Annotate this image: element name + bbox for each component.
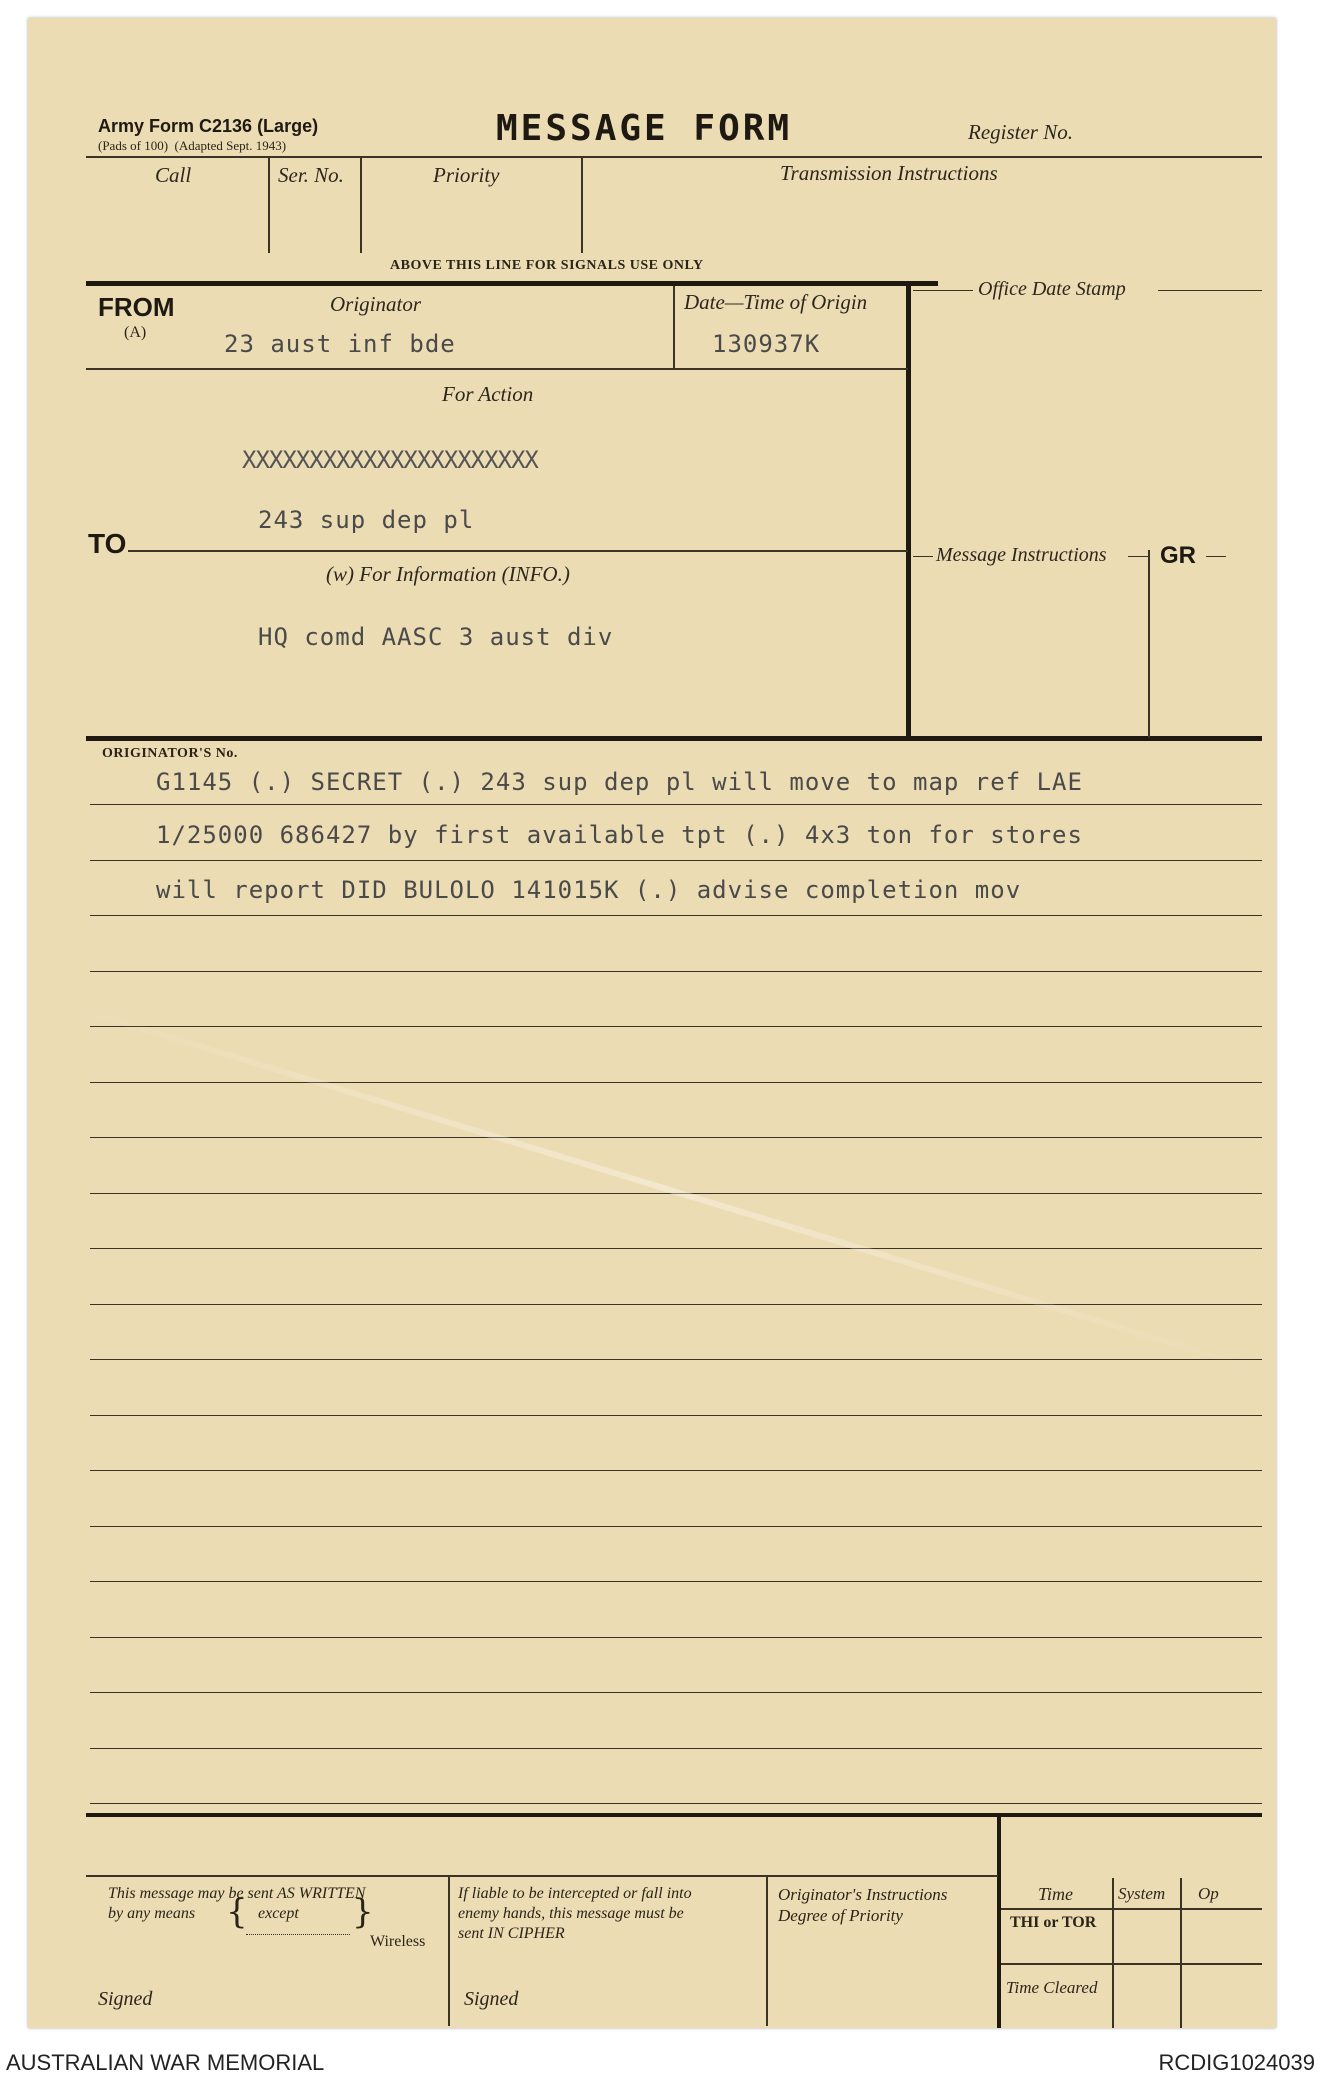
originators-no-label: ORIGINATOR'S No. — [102, 746, 238, 761]
sent-note — [108, 1884, 426, 1952]
ruled-line — [90, 1692, 1262, 1693]
ruled-line — [90, 1082, 1262, 1083]
ruled-line — [90, 804, 1262, 805]
thi-tor-label: THI or TOR — [1010, 1914, 1097, 1931]
except-label: except — [258, 1905, 299, 1922]
except-dotted-line — [246, 1934, 350, 1935]
sent-note-line-2: by any means — [108, 1905, 196, 1922]
brace-right: } — [352, 1892, 374, 1932]
ruled-line — [90, 1637, 1262, 1638]
message-form-sheet — [28, 18, 1276, 2028]
above-line-note: ABOVE THIS LINE FOR SIGNALS USE ONLY — [390, 258, 704, 273]
message-instructions-label: Message Instructions — [936, 544, 1107, 566]
footer-inner-rule — [86, 1875, 998, 1877]
from-sub-label: (A) — [124, 324, 147, 341]
time-box-left-rule — [997, 1813, 1001, 2028]
orig-instr-line-1: Originator's Instructions — [778, 1885, 948, 1904]
system-op-divider — [1180, 1878, 1182, 2028]
ruled-line — [90, 1526, 1262, 1527]
message-line-2: 1/25000 686427 by first available tpt (.) 4x3 ton for stores — [156, 821, 1083, 849]
time-box-mid-rule — [1001, 1963, 1262, 1965]
address-bottom-rule — [86, 736, 1262, 741]
time-cleared-label: Time Cleared — [1006, 1978, 1098, 1997]
wireless-label: Wireless — [370, 1933, 426, 1950]
op-label: Op — [1198, 1884, 1219, 1903]
message-line-1: G1145 (.) SECRET (.) 243 sup dep pl will move to map ref LAE — [156, 768, 1083, 796]
footer-top-rule — [86, 1813, 1262, 1817]
ruled-line — [90, 1304, 1262, 1305]
footer-divider-1 — [448, 1876, 450, 2026]
from-label: FROM — [98, 292, 175, 322]
ser-divider — [360, 158, 362, 253]
originator-value: 23 aust inf bde — [224, 330, 456, 358]
ruled-line — [90, 1137, 1262, 1138]
gr-label: GR — [1160, 542, 1196, 569]
info-value: HQ comd AASC 3 aust div — [258, 623, 614, 651]
cipher-line-2: enemy hands, this message must be — [458, 1905, 684, 1922]
instr-rule-left — [913, 556, 933, 557]
stamp-rule-left — [913, 290, 973, 291]
ruled-line — [90, 1415, 1262, 1416]
from-bottom-rule — [86, 368, 908, 370]
system-label: System — [1118, 1884, 1166, 1903]
call-divider — [268, 158, 270, 253]
ruled-line — [90, 1748, 1262, 1749]
register-no-label: Register No. — [968, 120, 1073, 144]
time-system-divider — [1112, 1878, 1114, 2028]
ruled-line — [90, 1026, 1262, 1027]
sent-note-line-1: This message may be sent AS WRITTEN — [108, 1885, 366, 1902]
priority-divider — [581, 158, 583, 253]
signed-label-1: Signed — [98, 1988, 153, 2010]
gr-rule-left — [1128, 556, 1148, 557]
priority-label: Priority — [433, 163, 500, 187]
paper-crease — [67, 1003, 1255, 1371]
stamp-rule-right — [1158, 290, 1262, 291]
ruled-line — [90, 860, 1262, 861]
caption-right: RCDIG1024039 — [1158, 2050, 1315, 2075]
gr-divider — [1148, 550, 1150, 738]
army-form-number: Army Form C2136 (Large) — [98, 116, 319, 136]
time-box-header-rule — [1001, 1908, 1262, 1910]
ruled-line — [90, 1359, 1262, 1360]
info-label: (w) For Information (INFO.) — [326, 562, 570, 586]
to-label: TO — [88, 528, 127, 559]
orig-instr-line-2: Degree of Priority — [778, 1906, 903, 1925]
pads-text: (Pads of 100) — [98, 138, 169, 153]
signed-label-2: Signed — [464, 1988, 519, 2010]
ruled-line — [90, 1803, 1262, 1804]
cipher-line-1: If liable to be intercepted or fall into — [458, 1885, 692, 1902]
for-action-label: For Action — [442, 382, 534, 406]
to-rule — [128, 550, 908, 552]
to-value: 243 sup dep pl — [258, 506, 475, 534]
ruled-line — [90, 1581, 1262, 1582]
cipher-line-3: sent IN CIPHER — [458, 1925, 565, 1942]
call-label: Call — [155, 163, 192, 187]
dto-label: Date—Time of Origin — [684, 290, 868, 314]
gr-rule-right — [1206, 556, 1226, 557]
cipher-note — [458, 1884, 692, 1944]
dto-divider — [673, 286, 675, 368]
brace-left: { — [226, 1892, 248, 1932]
header-rule — [86, 156, 1262, 158]
struck-addressee: XXXXXXXXXXXXXXXXXXXXXX — [242, 446, 538, 474]
transmission-label: Transmission Instructions — [780, 161, 998, 185]
footer-divider-2 — [766, 1876, 768, 2026]
ser-no-label: Ser. No. — [278, 163, 344, 187]
office-date-stamp-label: Office Date Stamp — [978, 278, 1126, 300]
message-line-3: will report DID BULOLO 141015K (.) advise completion mov — [156, 876, 1022, 904]
adapted-text: (Adapted Sept. 1943) — [174, 138, 287, 153]
dto-value: 130937K — [712, 330, 821, 358]
ruled-line — [90, 971, 1262, 972]
ruled-line — [90, 1470, 1262, 1471]
originator-instructions — [778, 1884, 947, 1926]
time-label: Time — [1038, 1884, 1074, 1904]
originator-label: Originator — [330, 292, 422, 316]
pads-note — [98, 138, 286, 154]
from-right-rule — [906, 281, 911, 739]
caption-left: AUSTRALIAN WAR MEMORIAL — [6, 2050, 325, 2075]
ruled-line — [90, 915, 1262, 916]
form-title: MESSAGE FORM — [496, 108, 793, 149]
from-top-rule — [86, 281, 938, 286]
ruled-line — [90, 1248, 1262, 1249]
